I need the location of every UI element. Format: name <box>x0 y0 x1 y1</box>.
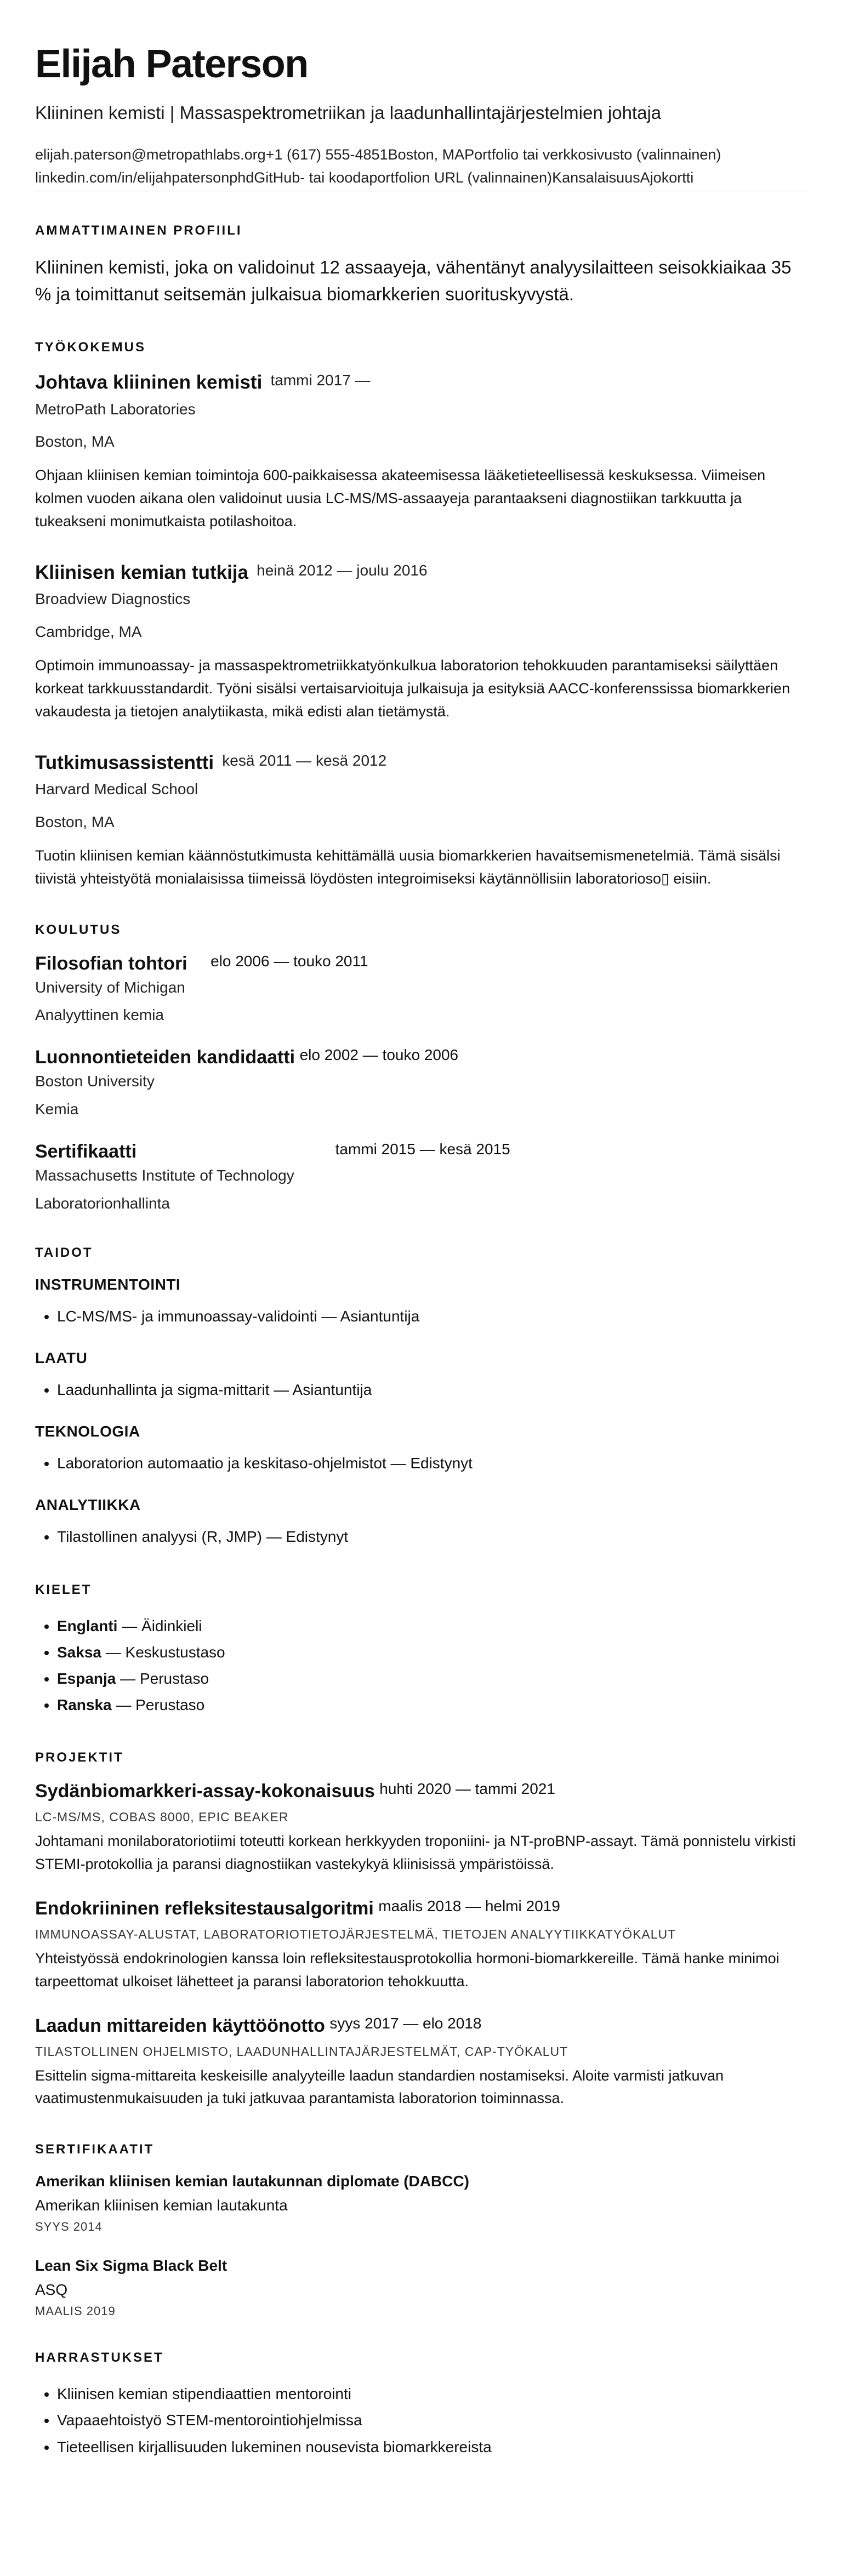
language-item <box>57 1639 807 1666</box>
language-item <box>57 1666 807 1692</box>
language-name: Englanti <box>57 1617 118 1634</box>
skill-category: ANALYTIIKKA <box>35 1496 141 1514</box>
job-organization: Harvard Medical School <box>35 780 198 798</box>
languages-section <box>35 1582 807 1719</box>
hobby-list <box>35 2381 807 2460</box>
language-name: Ranska <box>57 1696 112 1713</box>
job-heading <box>35 751 807 775</box>
skill-item: • LC-MS/MS- ja immunoassay-validointi — Asiantuntija <box>57 1303 807 1330</box>
school-name: University of Michigan <box>35 978 185 996</box>
skill-item: • Laadunhallinta ja sigma-mittarit — Asiantuntija <box>57 1377 807 1403</box>
field-of-study: Kemia <box>35 1100 79 1118</box>
language-list <box>35 1613 807 1719</box>
job-organization: Broadview Diagnostics <box>35 590 191 608</box>
education-entry <box>35 1047 807 1119</box>
hobbies-section <box>35 2350 807 2460</box>
certification-issuer: ASQ <box>35 2281 68 2299</box>
project-tags: TILASTOLLINEN OHJELMISTO, LAADUNHALLINTAJÄRJESTELMÄT, CAP-TYÖKALUT <box>35 2044 568 2059</box>
project-title: Laadun mittareiden käyttöönotto <box>35 2015 325 2036</box>
contact-location: Boston, MA <box>388 146 465 163</box>
project-description: Esittelin sigma-mittareita keskeisille analyyteille laadun standardien nostamiseksi. Aloite varmisti jatkuvan vaatimustenmukaisuuden ja tuki jatkuvaa parantamista laboratorion toiminnassa. <box>35 2067 724 2107</box>
education-dates: tammi 2015 — kesä 2015 <box>335 1141 510 1158</box>
profile-summary: Kliininen kemisti, joka on validoinut 12 assaayeja, vähentänyt analyysilaitteen seisokkiaikaa 35 % ja toimittanut seitsemän julkaisua biomarkkerien suorituskyvystä. <box>35 257 792 305</box>
language-level: — Perustaso <box>116 1669 209 1687</box>
education-dates: elo 2006 — touko 2011 <box>210 952 368 970</box>
skill-category: INSTRUMENTOINTI <box>35 1275 181 1293</box>
skill-group <box>35 1496 807 1550</box>
certification-issuer: Amerikan kliinisen kemian lautakunta <box>35 2197 288 2214</box>
skill-group <box>35 1349 807 1403</box>
certifications-section <box>35 2142 807 2318</box>
certification-date: SYYS 2014 <box>35 2220 103 2234</box>
section-title: TAIDOT <box>35 1245 93 1260</box>
project-tags: LC-MS/MS, COBAS 8000, EPIC BEAKER <box>35 1810 289 1825</box>
education-heading <box>35 1047 807 1068</box>
certification-date: MAALIS 2019 <box>35 2304 116 2318</box>
contact-phone[interactable]: +1 (617) 555-4851 <box>265 146 388 163</box>
project-heading <box>35 1898 807 1919</box>
language-name: Saksa <box>57 1643 101 1661</box>
project-entry <box>35 1898 807 1993</box>
section-title: AMMATTIMAINEN PROFIILI <box>35 223 242 238</box>
skill-list <box>35 1303 807 1330</box>
project-title: Sydänbiomarkkeri-assay-kokonaisuus <box>35 1781 375 1802</box>
contact-linkedin[interactable]: linkedin.com/in/elijahpatersonphd <box>35 169 254 186</box>
school-name: Boston University <box>35 1073 155 1090</box>
project-title: Endokriininen refleksitestausalgoritmi <box>35 1897 374 1919</box>
job-organization: MetroPath Laboratories <box>35 400 196 418</box>
language-item <box>57 1692 807 1718</box>
contact-citizenship: Kansalaisuus <box>552 169 640 186</box>
skill-category: LAATU <box>35 1349 88 1367</box>
section-title: KOULUTUS <box>35 922 122 937</box>
field-of-study: Laboratorionhallinta <box>35 1194 170 1212</box>
degree-title: Luonnontieteiden kandidaatti <box>35 1047 295 1068</box>
section-title: HARRASTUKSET <box>35 2350 164 2366</box>
section-title: KIELET <box>35 1582 92 1597</box>
language-item <box>57 1613 807 1639</box>
certification-name: Lean Six Sigma Black Belt <box>35 2257 227 2275</box>
profile-section <box>35 223 807 308</box>
skill-list <box>35 1524 807 1550</box>
school-name: Massachusetts Institute of Technology <box>35 1167 294 1184</box>
language-level: — Keskustustaso <box>101 1643 225 1661</box>
job-description: Tuotin kliinisen kemian käännöstutkimusta kehittämällä uusia biomarkkerien havaitsemismenetelmiä. Tämä sisälsi tiivistä yhteistyötä monialaisissa tiimeissä löydösten integroimiseksi käytännöllisiin laboratorioso▯ eisiin. <box>35 847 781 887</box>
certification-entry <box>35 2173 807 2234</box>
hobby-item: • Tieteellisen kirjallisuuden lukeminen nousevista biomarkkereista <box>57 2434 807 2460</box>
job-dates: kesä 2011 — kesä 2012 <box>222 751 387 769</box>
project-dates: syys 2017 — elo 2018 <box>329 2014 482 2032</box>
job-title: Johtava kliininen kemisti <box>35 371 263 393</box>
project-dates: maalis 2018 — helmi 2019 <box>378 1897 560 1914</box>
job-title: Kliinisen kemian tutkija <box>35 561 248 583</box>
job-entry <box>35 561 807 723</box>
education-dates: elo 2002 — touko 2006 <box>299 1046 459 1064</box>
education-entry <box>35 1141 807 1213</box>
degree-title: Filosofian tohtori <box>35 953 187 974</box>
job-description: Optimoin immunoassay- ja massaspektrometriikkatyönkulkua laboratorion tehokkuuden parantamiseksi säilyttäen korkeat tarkkuusstandardit. Työni sisälsi vertaisarvioituja julkaisuja ja esityksiä AACC-konferenssissa biomarkkerien vakaudesta ja tietojen analytiikasta, mikä edisti alan tietämystä. <box>35 657 790 720</box>
skill-group <box>35 1276 807 1330</box>
job-title: Tutkimusassistentti <box>35 751 214 773</box>
skill-group <box>35 1423 807 1477</box>
projects-section <box>35 1750 807 2110</box>
job-entry <box>35 751 807 891</box>
hobby-item: • Kliinisen kemian stipendiaattien mentorointi <box>57 2381 807 2407</box>
education-entry <box>35 953 807 1025</box>
language-level: — Äidinkieli <box>117 1617 202 1634</box>
project-entry <box>35 2015 807 2111</box>
job-entry <box>35 371 807 533</box>
certification-name: Amerikan kliinisen kemian lautakunnan diplomate (DABCC) <box>35 2173 469 2190</box>
skill-list <box>35 1450 807 1477</box>
contact-license: Ajokortti <box>640 169 694 186</box>
field-of-study: Analyyttinen kemia <box>35 1006 164 1023</box>
candidate-name: Elijah Paterson <box>35 42 308 86</box>
job-heading <box>35 371 807 395</box>
skill-item: • Tilastollinen analyysi (R, JMP) — Edistynyt <box>57 1524 807 1550</box>
contact-portfolio[interactable]: Portfolio tai verkkosivusto (valinnainen) <box>464 146 721 163</box>
job-dates: heinä 2012 — joulu 2016 <box>257 561 428 579</box>
contact-github[interactable]: GitHub- tai koodaportfolion URL (valinnainen) <box>254 169 553 186</box>
language-level: — Perustaso <box>111 1696 205 1713</box>
project-heading <box>35 2015 807 2037</box>
degree-title: Sertifikaatti <box>35 1141 137 1162</box>
job-description: Ohjaan kliinisen kemian toimintoja 600-paikkaisessa akateemisessa lääketieteellisessä keskuksessa. Viimeisen kolmen vuoden aikana olen validoinut uusia LC-MS/MS-assaayeja parantaakseni diagnostiikan tarkkuutta ja tukeakseni monimutkaista potilashoitoa. <box>35 467 766 529</box>
hobby-item: • Vapaaehtoistyö STEM-mentorointiohjelmissa <box>57 2407 807 2433</box>
education-heading <box>35 953 807 974</box>
project-description: Johtamani monilaboratoriotiimi toteutti korkean herkkyyden troponiini- ja NT-proBNP-assayt. Tämä ponnistelu virkisti STEMI-protokollia ja paransi diagnostiikan vastekykyä kliinisissä ympäristöissä. <box>35 1833 796 1872</box>
skill-list <box>35 1377 807 1403</box>
job-location: Cambridge, MA <box>35 623 142 641</box>
project-dates: huhti 2020 — tammi 2021 <box>379 1780 555 1798</box>
skill-category: TEKNOLOGIA <box>35 1423 140 1440</box>
project-heading <box>35 1781 807 1802</box>
job-location: Boston, MA <box>35 813 115 831</box>
project-tags: IMMUNOASSAY-ALUSTAT, LABORATORIOTIETOJÄRJESTELMÄ, TIETOJEN ANALYYTIIKKATYÖKALUT <box>35 1927 676 1941</box>
certification-entry <box>35 2257 807 2318</box>
job-location: Boston, MA <box>35 433 115 451</box>
candidate-headline: Kliininen kemisti | Massaspektrometriikan ja laadunhallintajärjestelmien johtaja <box>35 102 662 123</box>
contact-line-1 <box>35 144 807 167</box>
section-title: TYÖKOKEMUS <box>35 339 146 355</box>
job-dates: tammi 2017 — <box>270 371 371 389</box>
job-heading <box>35 561 807 585</box>
experience-section <box>35 340 807 891</box>
project-description: Yhteistyössä endokrinologien kanssa loin refleksitestausprotokollia hormoni-biomarkkereille. Tämä hanke minimoi tarpeettomat ulkoiset lähetteet ja paransi laboratorion tehokkuutta. <box>35 1950 780 1990</box>
language-name: Espanja <box>57 1669 116 1687</box>
section-title: SERTIFIKAATIT <box>35 2142 155 2157</box>
skills-section <box>35 1245 807 1551</box>
contact-line-2 <box>35 167 807 190</box>
project-entry <box>35 1781 807 1876</box>
skill-item: • Laboratorion automaatio ja keskitaso-ohjelmistot — Edistynyt <box>57 1450 807 1477</box>
education-section <box>35 922 807 1213</box>
resume-header <box>35 43 807 191</box>
section-title: PROJEKTIT <box>35 1750 124 1765</box>
contact-email[interactable]: elijah.paterson@metropathlabs.org <box>35 146 266 163</box>
education-heading <box>35 1141 807 1162</box>
